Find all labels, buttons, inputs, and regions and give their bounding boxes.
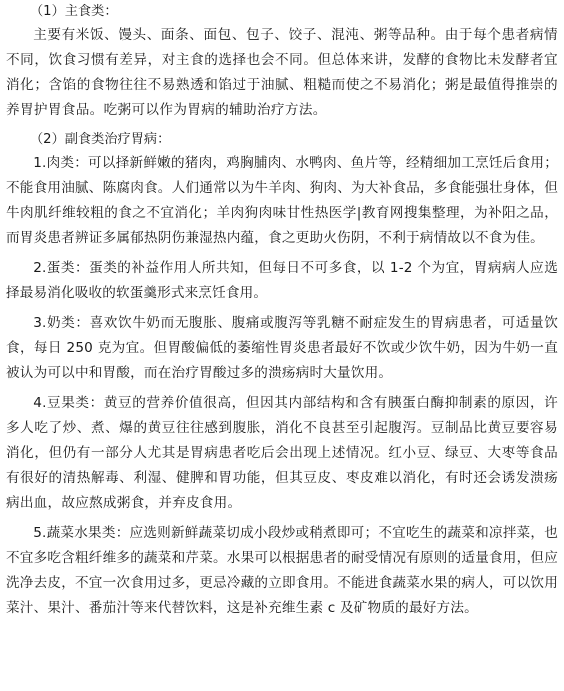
paragraph-eggs: 2.蛋类：蛋类的补益作用人所共知，但每日不可多食，以 1-2 个为宜，胃病病人应选择最易消化吸收的软蛋羹形式来烹饪食用。	[6, 260, 558, 301]
paragraph-beans: 4.豆果类：黄豆的营养价值很高，但因其内部结构和含有胰蛋白酶抑制素的原因，许多人吃了炒、煮、爆的黄豆往往感到腹胀，消化不良甚至引起腹泻。豆制品比黄豆要容易消化，但仍有一部分人尤其是胃病患者吃后会出现上述情况。红小豆、绿豆、大枣等食品有很好的清热解毒、利湿、健脾和胃功能，但其豆皮、枣皮难以消化，有时还会诱发溃疡病出血，故应熬成粥食，并弃皮食用。	[6, 395, 558, 511]
section-heading-staple-food: （1）主食类：	[30, 4, 118, 19]
paragraph-meat: 1.肉类：可以择新鲜嫩的猪肉，鸡胸脯肉、水鸭肉、鱼片等，经精细加工烹饪后食用；不能食用油腻、陈腐肉食。人们通常以为牛羊肉、狗肉、为大补食品，多食能强壮身体，但牛肉肌纤维较粗的食之不宜消化；羊肉狗肉味甘性热医学|教育网搜集整理，为补阳之品，而胃炎患者辨证多属郁热阴伤兼湿热内蕴，食之更助火伤阴，不利于病情故以不食为佳。	[6, 155, 558, 246]
section-heading-side-dishes: （2）副食类治疗胃病：	[30, 132, 171, 147]
paragraph-milk: 3.奶类：喜欢饮牛奶而无腹胀、腹痛或腹泻等乳糖不耐症发生的胃病患者，可适量饮食，每日 250 克为宜。但胃酸偏低的萎缩性胃炎患者最好不饮或少饮牛奶，因为牛奶一直被认为可以中和胃酸，而在治疗胃酸过多的溃疡病时大量饮用。	[6, 315, 558, 381]
paragraph-staple-food: 主要有米饭、馒头、面条、面包、包子、饺子、混沌、粥等品种。由于每个患者病情不同，饮食习惯有差异，对主食的选择也会不同。但总体来讲，发酵的食物比未发酵者宜消化；含馅的食物往往不易熟透和馅过于油腻、粗糙而使之不易消化；粥是最值得推崇的养胃护胃食品。吃粥可以作为胃病的辅助治疗方法。	[6, 27, 558, 118]
paragraph-vegetables-fruit: 5.蔬菜水果类：应选则新鲜蔬菜切成小段炒或稍煮即可；不宜吃生的蔬菜和凉拌菜，也不宜多吃含粗纤维多的蔬菜和芹菜。水果可以根据患者的耐受情况有原则的适量食用，但应洗净去皮，不宜一次食用过多，更忌冷藏的立即食用。不能进食蔬菜水果的病人，可以饮用菜汁、果汁、番茄汁等来代替饮料，这是补充维生素 c 及矿物质的最好方法。	[6, 525, 558, 616]
